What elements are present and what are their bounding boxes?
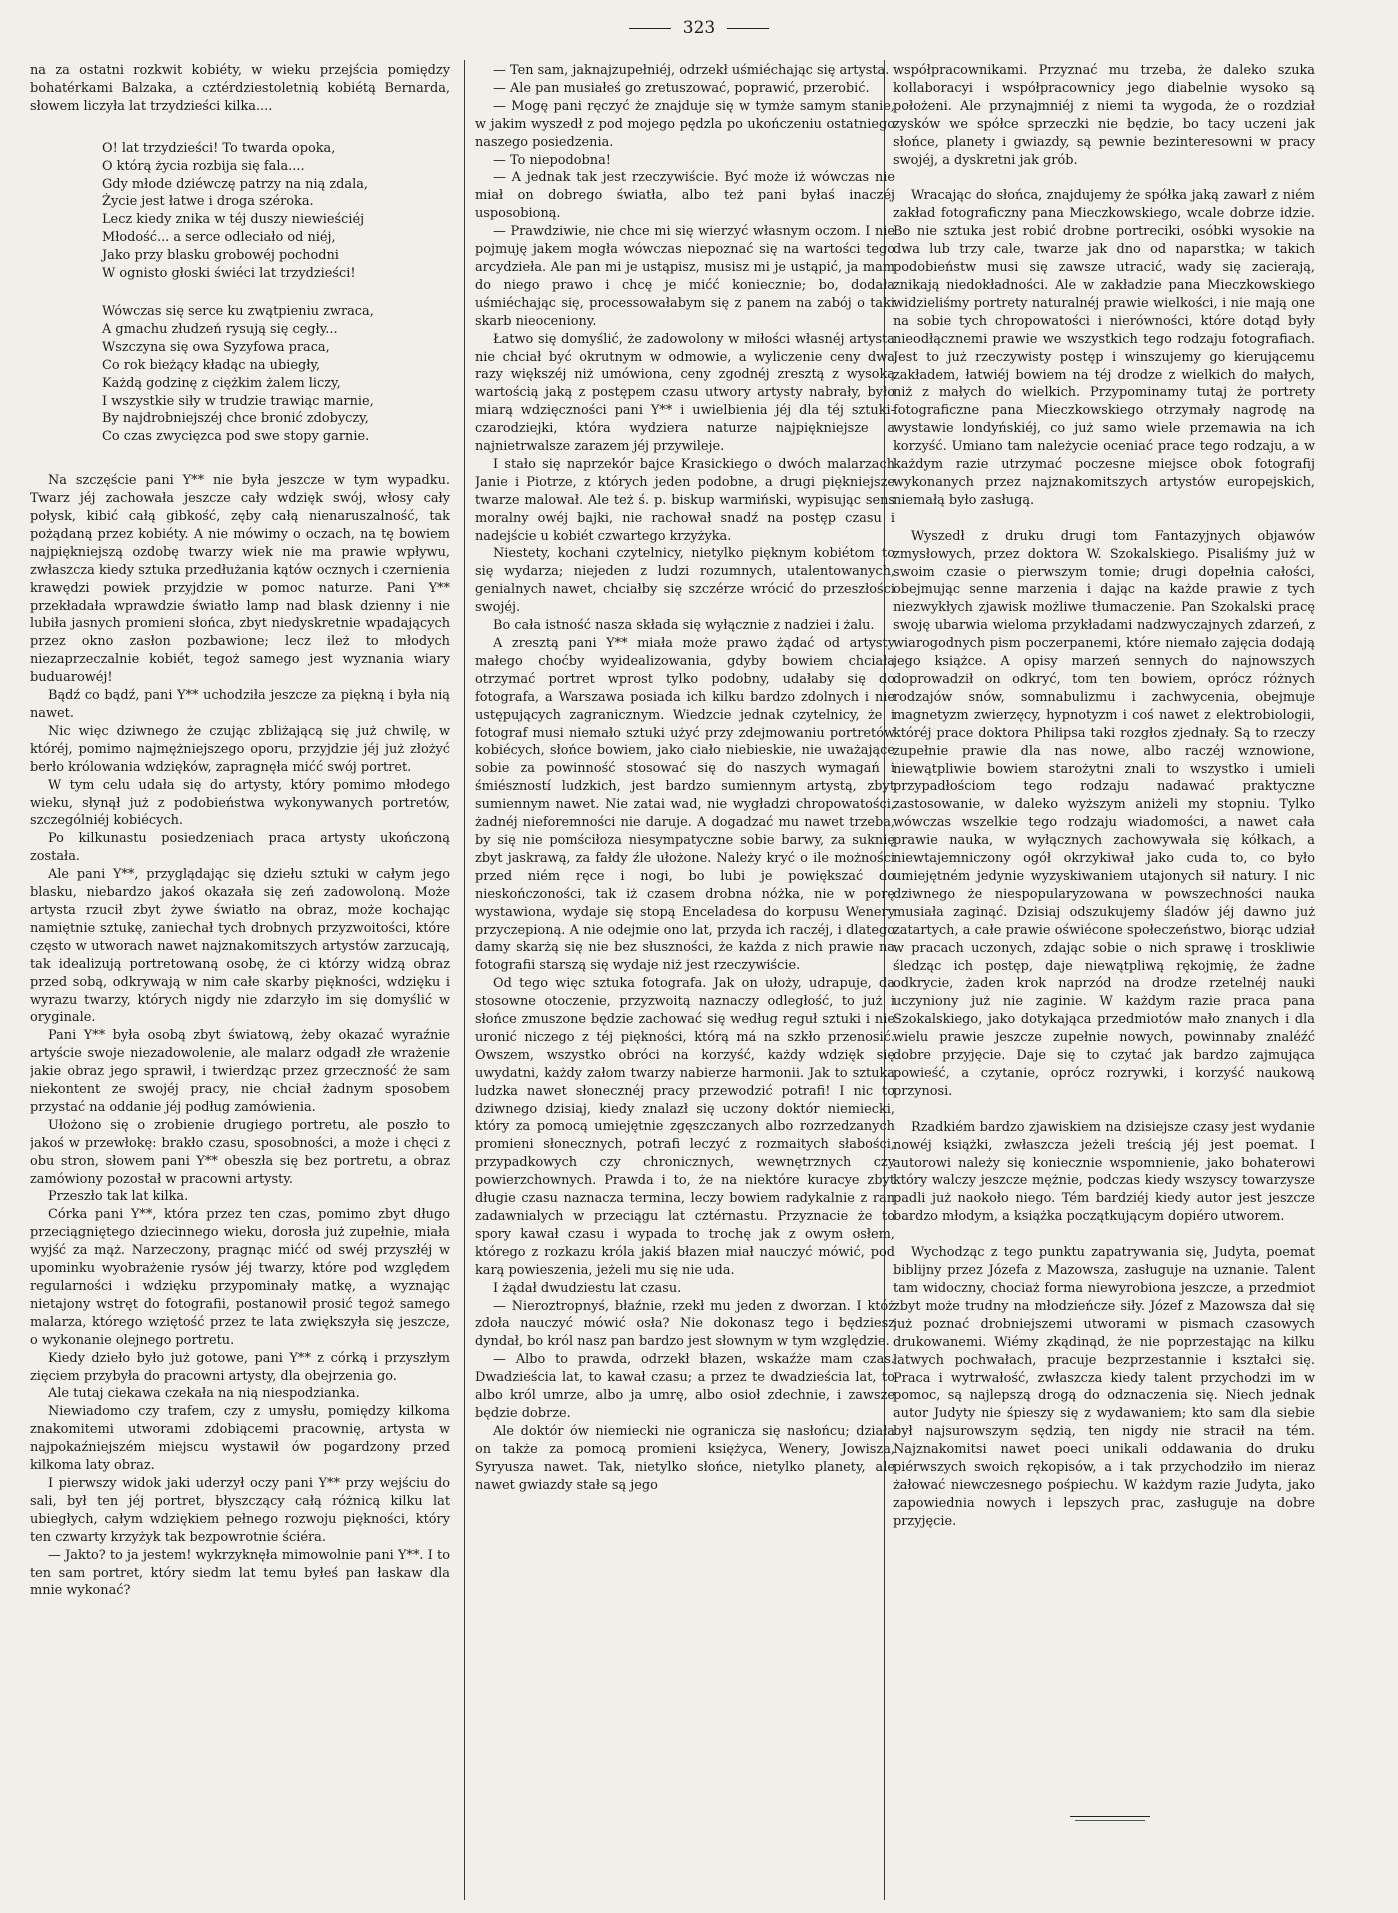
paragraph: — Prawdziwie, nie chce mi się wierzyć własnym oczom. I nie pojmuję jakem mogła wówczas niepoznać się na wartości tego arcydzieła. Ale pan mi je ustąpisz, musisz mi je ustąpić, ja mam do niego prawo i chcę je mićć koniecznie; bo, dodała uśmiéchając się, processowałabym się z panem na zabój o taki skarb nieoceniony. — [475, 224, 895, 329]
column-divider — [464, 60, 465, 1900]
paragraph: Bądź co bądź, pani Y** uchodziła jeszcze za piękną i była nią nawet. — [30, 688, 450, 721]
column-1 — [30, 62, 450, 1900]
header-dash-right — [727, 28, 769, 29]
paragraph: Od tego więc sztuka fotografa. Jak on ułoży, udrapuje, da stosowne otoczenie, przyzwoitą naznaczy odległość, to już i słońce zmuszone będzie zachować się według reguł sztuki i nie uronić niczego z téj piękności, którą má na szkło przenosić. Owszem, wszystko obróci na korzyść, każdy wdzięk się uwydatni, każdy załom twarzy nabierze harmonii. Jak to sztuka ludzka nawet słonecznéj pracy przewodzić potrafi! I nic to dziwnego dzisiaj, kiedy znalazł się uczony doktór niemiecki, który za pomocą umiejętnie zgęszczanych albo rozrzedzanych promieni słonecznych, potrafi leczyć z rozmaitych słabości, przypadkowych czy chronicznych, wewnętrznych czy powierzchownych. Prawda i to, że na niektóre kuracye zbyt długie czasu naznacza termina, leczy bowiem radykalnie z ran zadawnialych w przeciągu lat cztérnastu. Przyznacie że to spory kawał czasu i wypada to trochę jak z owym osłem, którego z rozkazu króla jakiś błazen miał nauczyć mówić, pod karą powieszenia, jeżeli mu się nie uda. — [475, 976, 895, 1278]
poem-stanza-1 — [102, 140, 450, 283]
paragraph: Po kilkunastu posiedzeniach praca artysty ukończoną została. — [30, 831, 450, 865]
paragraph: — Albo to prawda, odrzekł błazen, wskaźże mam czas. Dwadzieścia lat, to kawał czasu; a przez te dwadzieścia lat, to albo król umrze, albo ja umrę, albo osioł zdechnie, i zawsze będzie dobrze. — [475, 1352, 895, 1421]
paragraph: Wyszedł z druku drugi tom Fantazyjnych objawów zmysłowych, przez doktora W. Szokalskiego. Pisaliśmy już w swoim czasie o pierwszym tomie; drugi dopełnia całości, obejmując senne marzenia i dając na każde prawie z tych niezwykłych zjawisk możliwe tłumaczenie. Pan Szokalski pracę swoję ubarwia wieloma przykładami nadzwyczajnych zdarzeń, z wiarogodnych pism poczerpanemi, które niemało zajęcia dodają jego książce. A opisy marzeń sennych do najnowszych doprowadził on odkryć, tom ten bowiem, oprócz różnych rodzajów snów, somnabulizmu i zachwycenia, obejmuje magnetyzm zwierzęcy, hypnotyzm i coś nawet z elektrobiologii, któréj prace doktora Philipsa taki rozgłos zjednały. Są to rzeczy zupełnie prawie dla nas nowe, albo raczéj wznowione, niewątpliwie bowiem starożytni znali to wszystko i umieli przypadłościom tego rodzaju nadawać praktyczne zastosowanie, w daleko wyższym aniżeli my stopniu. Tylko wówczas wszelkie tego rodzaju wiadomości, a nawet cała prawie nauka, w wyłącznych zachowywała się kółkach, a niewtajemniczony ogół okrzykiwał jako cuda to, co było umiejętném jedynie wyzyskiwaniem utajonych sił natury. I nic dziwnego że niespopularyzowana w powszechności nauka musiała zaginąć. Dzisiaj odszukujemy śladów jéj dawno już zatartych, a całe prawie oświécone społeczeństwo, biorąc udział w pracach uczonych, zdając sobie o nich sprawę i troskliwie śledząc ich postęp, daje niewątpliwą rękojmię, że żadne odkrycie, żaden krok naprzód na drodze rzetelnéj nauki uczyniony już nie zaginie. W każdym razie praca pana Szokalskiego, jako dotykająca przedmiotów mało znanych i dla wielu prawie jeszcze zupełnie nowych, powinnaby znaléźć dobre przyjęcie. Daje się to czytać jak bardzo zajmująca powieść, a czytanie, oprócz rozrywki, i korzyść naukową przynosi. — [893, 528, 1315, 1099]
paragraph: Przeszło tak lat kilka. — [48, 1189, 189, 1205]
poem-line: O! lat trzydzieści! To twarda opoka, — [102, 140, 336, 156]
paragraph: Na szczęście pani Y** nie była jeszcze w tym wypadku. Twarz jéj zachowała jeszcze cały wdzięk swój, włosy cały połysk, kibić całą gibkość, zęby całą nienaruszalność, tak pożądaną przez kobiéty. A nie mówimy o oczach, na tę bowiem najpiękniejszą ozdobę twarzy wiek nie ma prawie wpływu, zwłaszcza kiedy sztuka przedłużania kątów ocznych i czernienia krawędzi powiek przyjdzie w pomoc naturze. Pani Y** przekładała wprawdzie światło lamp nad blask dzienny i nie lubiła jasnych promieni słońca, zbyt niedyskretnie wpadających przez okno zasłon pozbawione; lecz ileż to młodych niezaprzeczalnie kobiét, tegoż samego jest wyznania wiary buduarowéj! — [30, 473, 450, 686]
paragraph: I żądał dwudziestu lat czasu. — [493, 1280, 682, 1296]
paragraph: Niewiadomo czy trafem, czy z umysłu, pomiędzy kilkoma znakomitemi utworami zdobiącemi pracownię, artysta w najpokaźniejszém miejscu wystawił ów pogardzony przed kilkoma laty obraz. — [30, 1404, 450, 1474]
paragraph: Ułożono się o zrobienie drugiego portretu, ale poszło to jakoś w przewłokę: brakło czasu, sposobności, a może i chęci z obu stron, słowem pani Y** obeszła się bez portretu, a obraz zamówiony pozostał w pracowni artysty. — [30, 1117, 450, 1187]
paragraph: Kiedy dzieło było już gotowe, pani Y** z córką i przyszłym zięciem przybyła do pracowni artysty, dla obejrzenia go. — [30, 1350, 450, 1384]
end-rule — [1075, 1820, 1145, 1821]
paragraph: Łatwo się domyślić, że zadowolony w miłości własnéj artysta nie chciał być okrutnym w odmowie, a wyliczenie ceny dwa razy większéj niż umówiona, ceny zgodnéj zresztą z wysoką wartością jaką z postępem czasu utwory artysty nabrały, było miarą wdzięczności pani Y** i uwielbienia jéj dla téj sztuki-czarodziejki, która wydziera naturze najpiękniejsze a najnietrwalsze zarazem jéj przywileje. — [475, 331, 895, 455]
poem-line: Życie jest łatwe i droga széroka. — [102, 194, 314, 210]
column-2 — [475, 62, 895, 1900]
poem-line: Młodość... a serce odleciało od niéj, — [102, 230, 336, 246]
paragraph: Nic więc dziwnego że czując zbliżającą się już chwilę, w któréj, pomimo najmężniejszego oporu, przyjdzie jéj już złożyć berło królowania wdzięków, zapragnęła mićć swój portret. — [30, 723, 450, 775]
paragraph: — Mogę pani ręczyć że znajduje się w tymże samym stanie, w jakim wyszedł z pod mojego pędzla po ukończeniu ostatniego naszego posiedzenia. — [475, 98, 895, 150]
paragraph: Bo cała istność nasza składa się wyłącznie z nadziei i żalu. — [493, 618, 875, 634]
paragraph: Ale pani Y**, przyglądając się dziełu sztuki w całym jego blasku, niebardzo jakoś okazała się zeń zadowoloną. Może artysta rzucił zbyt żywe światło na obraz, może kochając namiętnie sztukę, zaniechał tych drobnych przyzwoitości, które często w utworach nawet najznakomitszych artystów zarzucają, tak idealizują portretowaną osobę, że ci którzy widzą obraz przed sobą, odkrywają w nim całe skarby piękności, wdzięku i wyrazu twarzy, których nigdy nie zdarzyło im się domyślić w oryginale. — [30, 867, 450, 1026]
paragraph: — Jakto? to ja jestem! wykrzyknęła mimowolnie pani Y**. I to ten sam portret, który siedm lat temu byłeś pan łaskaw dla mnie wykonać? — [30, 1547, 450, 1599]
poem-line: Co czas zwycięzca pod swe stopy garnie. — [102, 429, 370, 445]
paragraph: — A jednak tak jest rzeczywiście. Być może iż wówczas nie miał on dobrego światła, albo też pani byłaś inaczéj usposobioną. — [475, 170, 895, 222]
paragraph: W tym celu udała się do artysty, który pomimo młodego wieku, słynął już z podobieństwa wykonywanych portretów, szczególniéj kobiécych. — [30, 777, 450, 829]
intro-paragraph: na za ostatni rozkwit kobiéty, w wieku przejścia pomiędzy bohatérkami Balzaka, a cztérdziestoletnią kobiétą Bernarda, słowem liczyła lat trzydzieści kilka.... — [30, 63, 450, 114]
end-rule — [1070, 1816, 1150, 1817]
paragraph: I pierwszy widok jaki uderzył oczy pani Y** przy wejściu do sali, był ten jéj portret, błyszczący całą różnicą kilku lat ubiegłych, całym wdziękiem pełnego rozwoju piękności, który ten czwarty krzyżyk tak bezpowrotnie ściéra. — [30, 1475, 450, 1545]
poem-line: I wszystkie siły w trudzie trawiąc marnie, — [102, 393, 374, 409]
paragraph: współpracownikami. Przyznać mu trzeba, że daleko szuka kollaboracyi i współpracownicy jego diabelnie wysoko są położeni. Ale przynajmniéj z niemi ta wygoda, że o rozdział zysków we spółce sprzeczki nie będzie, bo tacy uczeni jak słońce, planety i gwiazdy, są pewnie bezinteresowni w pracy swojéj, a dyskretni jak grób. — [893, 63, 1315, 168]
poem-line: W ognisto głoski świéci lat trzydzieści! — [102, 266, 356, 282]
poem-line: Każdą godzinę z ciężkim żalem liczy, — [102, 375, 341, 391]
paragraph: Pani Y** była osobą zbyt światową, żeby okazać wyraźnie artyście swoje niezadowolenie, ale malarz odgadł złe wrażenie jakie obraz jego sprawił, i twierdząc przez grzeczność że sam niekontent ze swojéj pracy, nie chciał żadnym sposobem przystać na oddanie jéj podług zamówienia. — [30, 1028, 450, 1115]
column-3 — [893, 62, 1315, 1900]
poem-stanza-2 — [102, 303, 450, 446]
poem-line: Co rok bieżący kładąc na ubiegły, — [102, 357, 321, 373]
paragraph: — Ale pan musiałeś go zretuszować, poprawić, przerobić. — [493, 80, 870, 96]
page-number: 323 — [682, 18, 716, 38]
paragraph: A zresztą pani Y** miała może prawo żądać od artysty małego choćby wyidealizowania, gdyby bowiem chciała otrzymać portret wprost tylko podobny, udałaby się do fotografa, a Warszawa posiada ich kilku bardzo zdolnych i nie ustępujących zagranicznym. Wiedzcie jednak czytelnicy, że i fotograf musi niemało sztuki użyć przy zdejmowaniu portretów kobiécych, słońce bowiem, jako ciało niebieskie, nie uważające sobie za powinność stosować się do naszych wymagań i śmiészností ludzkich, jest bardzo sumiennym artystą, zbyt sumiennym nawet. Nie zatai wad, nie wygładzi chropowatości, żadnéj nieforemności nie daruje. A dogadzać mu nawet trzeba, by się nie pomściłoza niesympatyczne sobie barwy, za suknię zbyt jaskrawą, za fałdy źle ułożone. Należy kryć o ile możności przed niém ręce i nogi, bo lubi je powiększać do nieskończoności, tak iż czasem drobna nóżka, nie w porę wystawiona, wydaje się stopą Enceladesa do korpusu Wenery przyczepioną. A nie odejmie ono lat, przyda ich raczéj, i dlatego damy skarżą się nie bez słuszności, że każda z nich prawie na fotografii starszą się wydaje niż jest rzeczywiście. — [475, 636, 895, 974]
paragraph: Córka pani Y**, która przez ten czas, pomimo zbyt długo przeciągniętego dziecinnego wieku, dorosła już zupełnie, miała wyjść za mąż. Narzeczony, pragnąc mićć od swéj przyszłéj w upominku wyobrażenie rysów jéj twarzy, które pod względem regularności i wdzięku przypominały matkę, a wyznając nietajony wstręt do fotografii, postanowił prosić tegoż samego malarza, którego wziętość przez te lata zwiększyła się jeszcze, o wykonanie olejnego portretu. — [30, 1207, 450, 1348]
poem-line: Wszczyna się owa Syzyfowa praca, — [102, 339, 330, 355]
poem-line: By najdrobniejszéj chce bronić zdobyczy, — [102, 411, 369, 427]
header-dash-left — [629, 28, 671, 29]
paragraph: — To niepodobna! — [493, 152, 611, 168]
paragraph: Ale tutaj ciekawa czekała na nią niespodzianka. — [48, 1386, 360, 1402]
paragraph: I stało się naprzekór bajce Krasickiego o dwóch malarzach Janie i Piotrze, z których jeden podobne, a drugi piękniejsze twarze malował. Ale też ś. p. biskup warmiński, wypisując sens moralny owéj bajki, nie rachował snadź na postęp czasu i nadejście u kobiét czwartego krzyżyka. — [475, 456, 895, 544]
paragraph: Niestety, kochani czytelnicy, nietylko pięknym kobiétom to się wydarza; niejeden z ludzi rozumnych, utalentowanych, genialnych nawet, chciałby się szczérze wrócić do przeszłości swojéj. — [475, 546, 895, 616]
paragraph: Wychodząc z tego punktu zapatrywania się, Judyta, poemat biblijny przez Józefa z Mazowsza, zasługuje na uznanie. Talent tam widoczny, chociaż forma niewyrobiona jeszcze, a przedmiot zbyt może trudny na młodzieńcze siły. Józef z Mazowsza dał się już poznać drobniejszemi utworami w pismach czasowych drukowanemi. Wiémy zkądinąd, że nie poprzestając na kilku łatwych pochwałach, pracuje bezprzestannie i kształci się. Praca i wytrwałość, zwłaszcza kiedy talent przychodzi im w pomoc, są najlepszą drogą do odznaczenia się. Niech jednak autor Judyty nie śpieszy się z wydawaniem; kto sam dla siebie był najsurowszym sędzią, ten nigdy nie stracił na tém. Najznakomitsi nawet poeci unikali oddawania do druku piérwszych swoich rękopisów, a i tak przychodziło im nieraz żałować niewczesnego pośpiechu. W każdym razie Judyta, jako zapowiednia nowych i lepszych prac, zasługuje na dobre przyjęcie. — [893, 1245, 1315, 1529]
paragraph: Ale doktór ów niemiecki nie ogranicza się nasłońcu; działa on także za pomocą promieni księżyca, Wenery, Jowisza, Syryusza nawet. Tak, nietylko słońce, nietylko planety, ale nawet gwiazdy stałe są jego — [475, 1423, 895, 1493]
poem-line: O którą życia rozbija się fala.... — [102, 158, 305, 174]
page-number-header — [0, 18, 1398, 38]
paragraph: — Ten sam, jaknajzupełniéj, odrzekł uśmiéchając się artysta. — [493, 63, 890, 78]
poem-line: Wówczas się serce ku zwątpieniu zwraca, — [102, 303, 374, 319]
poem-line: Gdy młode dziéwczę patrzy na nią zdala, — [102, 176, 369, 192]
paragraph: Rzadkiém bardzo zjawiskiem na dzisiejsze czasy jest wydanie nowéj książki, zwłaszcza jeżeli treścią jéj jest poemat. I autorowi należy się koniecznie wspomnienie, jako bohaterowi który walczy jeszcze mężnie, podczas kiedy wszyscy towarzysze padli już naokoło niego. Tém bardziéj kiedy autor jest jeszcze bardzo młodym, a książka początkującym dopiéro utworem. — [893, 1119, 1315, 1225]
poem-line: A gmachu złudzeń rysują się cegły... — [102, 321, 338, 337]
paragraph: — Nieroztropnyś, błaźnie, rzekł mu jeden z dworzan. I któż zdoła nauczyć mówić osła? Nie dokonasz tego i będziesz dyndał, bo król nasz pan bardzo jest słownym w tym względzie. — [475, 1298, 895, 1350]
paragraph: Wracając do słońca, znajdujemy że spółka jaką zawarł z niém zakład fotograficzny pana Mieczkowskiego, wcale dobrze idzie. Bo nie sztuka jest robić drobne portreciki, osóbki wysokie na dwa lub trzy cale, twarze jak dno od naparstka; w takich podobieństw musi się zawsze utracić, wady się zacierają, znikają niedokładności. Ale w zakładzie pana Mieczkowskiego widzieliśmy portrety naturalnéj prawie wielkości, i nie mają one na sobie tych chropowatości i nierówności, które dotąd były nieodłącznemi prawie we wszystkich tego rodzaju fotografiach. Jest to już rzeczywisty postęp i winszujemy go kierującemu zakładem, łatwiéj bowiem na téj drodze z wielkich do małych, niż z małych do wielkich. Przypominamy tutaj że portrety fotograficzne pana Mieczkowskiego otrzymały nagrodę na wystawie londyńskiéj, co już samo wiele przemawia na ich korzyść. Umiano tam należycie oceniać prace tego rodzaju, a w każdym razie utrzymać poczesne miejsce obok fotografij wykonanych przez najznakomitszych artystów europejskich, niemałą było zasługą. — [893, 188, 1315, 508]
poem-line: Jako przy blasku grobowéj pochodni — [102, 248, 339, 264]
poem-line: Lecz kiedy znika w téj duszy niewieściéj — [102, 212, 365, 228]
